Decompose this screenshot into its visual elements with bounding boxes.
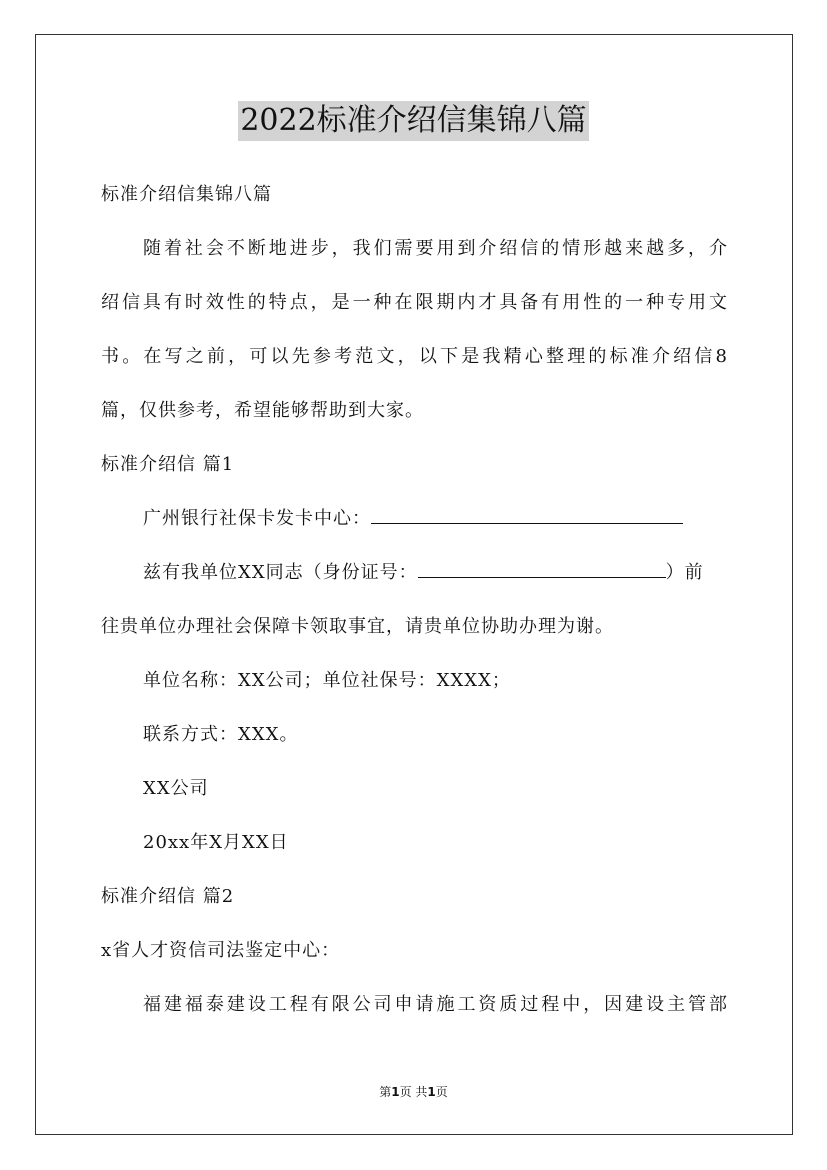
fill-in-blank xyxy=(418,561,666,578)
signature-company: XX公司 xyxy=(143,778,209,799)
paragraph-text: 兹有我单位XX同志（身份证号： xyxy=(143,562,418,583)
paragraph-line: 随着社会不断地进步，我们需要用到介绍信的情形越来越多，介 xyxy=(143,238,727,259)
document-title-text: 2022标准介绍信集锦八篇 xyxy=(238,101,588,141)
page-footer xyxy=(0,1084,827,1100)
recipient-line xyxy=(101,492,727,546)
letter-heading: 标准介绍信 篇1 xyxy=(101,454,235,475)
paragraph-line: 篇，仅供参考，希望能够帮助到大家。 xyxy=(101,400,424,421)
document-body xyxy=(101,168,727,1032)
recipient-line: x省人才资信司法鉴定中心： xyxy=(101,940,341,961)
paragraph-line xyxy=(101,546,727,600)
paragraph-line: 福建福泰建设工程有限公司申请施工资质过程中，因建设主管部 xyxy=(143,994,727,1015)
section-heading: 标准介绍信集锦八篇 xyxy=(101,184,272,205)
document-title xyxy=(0,101,827,141)
recipient-text: 广州银行社保卡发卡中心： xyxy=(143,508,371,529)
paragraph-line: 书。在写之前，可以先参考范文，以下是我精心整理的标准介绍信8 xyxy=(101,346,727,367)
paragraph-text: ）前 xyxy=(665,562,704,583)
total-pages: 1 xyxy=(427,1085,436,1099)
letter-heading: 标准介绍信 篇2 xyxy=(101,886,235,907)
paragraph-line: 单位名称：XX公司；单位社保号：XXXX； xyxy=(143,670,511,691)
footer-mid: 页 共 xyxy=(399,1085,428,1099)
fill-in-blank xyxy=(371,507,683,524)
paragraph-line: 联系方式：XXX。 xyxy=(143,724,299,745)
paragraph-line: 绍信具有时效性的特点，是一种在限期内才具备有用性的一种专用文 xyxy=(101,292,727,313)
signature-date: 20xx年X月XX日 xyxy=(143,832,289,853)
paragraph-line: 往贵单位办理社会保障卡领取事宜，请贵单位协助办理为谢。 xyxy=(101,616,614,637)
footer-suffix: 页 xyxy=(435,1085,448,1099)
footer-prefix: 第 xyxy=(379,1085,392,1099)
page-number: 1 xyxy=(391,1085,400,1099)
